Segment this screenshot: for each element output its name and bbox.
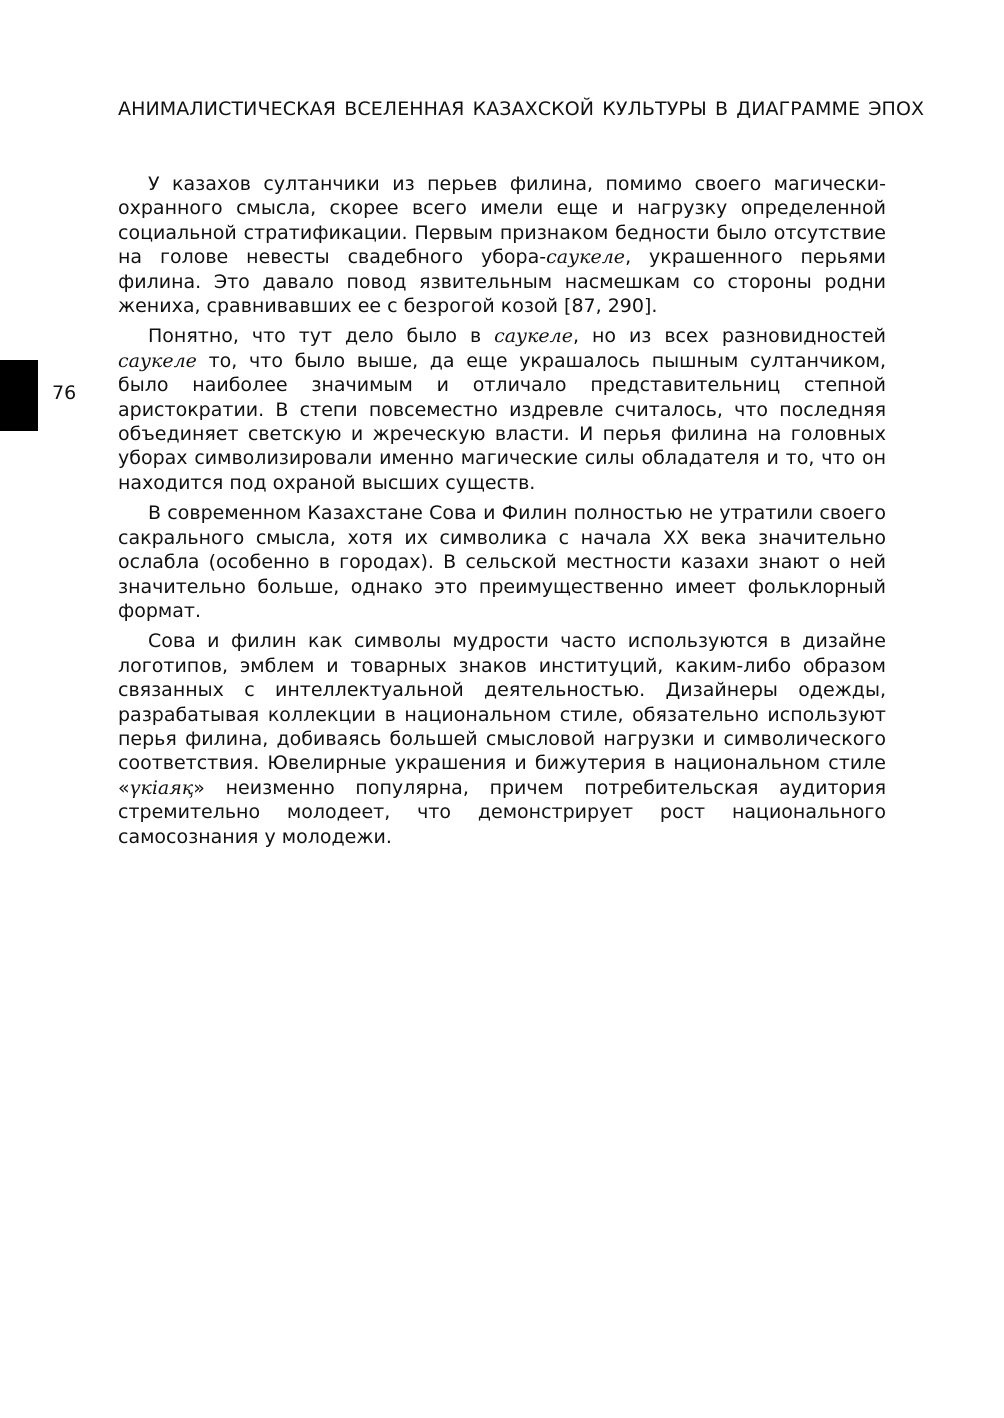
paragraph-text: В современном Казахстане Сова и Филин полностью не утратили своего сакрального смысла, хотя их символика с начала XX века значительно ослабла (особенно в городах). В сельской местности казахи знают о ней значительно больше, однако это преимущественно имеет фольклорный формат. <box>118 502 886 622</box>
italic-term: саукеле <box>118 349 197 372</box>
paragraph-text: то, что было выше, да еще украшалось пышным султанчиком, было наиболее значимым и отличало представительниц степной аристократии. В степи повсеместно издревле считалось, что последняя объединяет светскую и жреческую власти. И перья филина на головных уборах символизировали именно магические силы обладателя и то, что он находится под охраной высших существ. <box>118 349 886 494</box>
paragraph-1 <box>118 172 886 318</box>
paragraph-text: Понятно, что тут дело было в <box>148 325 495 348</box>
paragraph-text: У казахов султанчики из перьев филина, помимо своего магически-охранного смысла, скорее всего имели еще и нагрузку определенной социальной стратификации. Первым признаком бедности было отсутствие на голове невесты свадебного убора- <box>118 173 886 269</box>
italic-term: үкіаяқ <box>129 776 194 799</box>
page-number: 76 <box>52 382 77 404</box>
paragraph-text: Сова и филин как символы мудрости часто используются в дизайне логотипов, эмблем и товарных знаков институций, каким-либо образом связанных с интеллектуальной деятельностью. Дизайнеры одежды, разрабатывая коллекции в национальном стиле, обязательно используют перья филина, добиваясь большей смысловой нагрузки и символического соответствия. Ювелирные украшения и бижутерия в национальном стиле « <box>118 630 886 799</box>
italic-term: саукеле <box>546 246 626 269</box>
italic-term: саукеле <box>494 325 574 348</box>
paragraph-3 <box>118 501 886 623</box>
paragraph-text: , украшенного перьями филина. Это давало повод язвительным насмешкам со стороны родни жениха, сравнивавших ее с безрогой козой [87, 290]. <box>118 246 886 318</box>
page-edge-tab <box>0 360 38 431</box>
paragraph-text: , но из всех разновидностей <box>573 325 886 348</box>
paragraph-text: » неизменно популярна, причем потребительская аудитория стремительно молодеет, что демонстрирует рост национального самосознания у молодежи. <box>118 776 886 848</box>
paragraph-4 <box>118 629 886 849</box>
running-header: АНИМАЛИСТИЧЕСКАЯ ВСЕЛЕННАЯ КАЗАХСКОЙ КУЛЬТУРЫ В ДИАГРАММЕ ЭПОХ <box>118 98 925 120</box>
paragraph-2 <box>118 324 886 495</box>
body-text <box>118 172 886 855</box>
